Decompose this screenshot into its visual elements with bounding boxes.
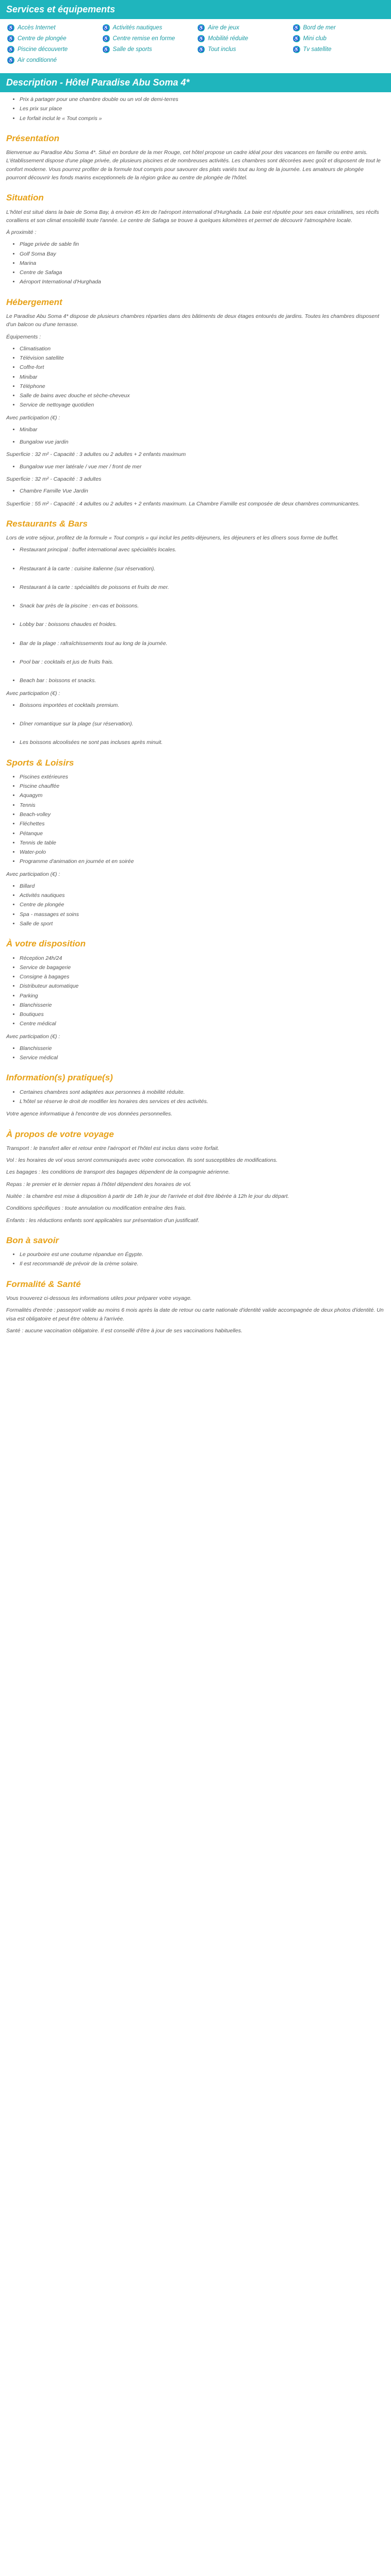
description-content <box>0 92 391 1349</box>
list-item: • Water-polo <box>20 848 385 856</box>
list-item: • Salle de bains avec douche et sèche-cheveux <box>20 392 385 400</box>
amenity-item <box>7 24 99 31</box>
amenity-label: Centre de plongée <box>18 36 67 42</box>
amenity-label: Air conditionné <box>18 57 57 63</box>
list-item: • Boutiques <box>20 1010 385 1019</box>
list-item: • Minibar <box>20 373 385 381</box>
list-item: • Activités nautiques <box>20 891 385 900</box>
wheelchair-icon: ♿ <box>293 35 300 42</box>
paragraph: Avec participation (€) : <box>6 414 60 421</box>
section-heading: Formalité & Santé <box>6 1279 81 1289</box>
list-item: • Plage privée de sable fin <box>20 240 385 248</box>
list-item: • Aquagym <box>20 791 385 800</box>
list-item: • Minibar <box>20 426 385 434</box>
amenity-label: Tv satellite <box>303 46 332 53</box>
bullet-list <box>6 345 385 410</box>
bullet-list <box>6 1088 385 1106</box>
amenity-label: Centre remise en forme <box>112 36 175 42</box>
section-heading: Sports & Loisirs <box>6 757 74 768</box>
list-item: • Parking <box>20 992 385 1000</box>
section-heading: À propos de votre voyage <box>6 1129 114 1139</box>
paragraph: Lors de votre séjour, profitez de la formule « Tout compris » qui inclut les petits-déjeuners, les déjeuners et les dîners sous forme de buffet. <box>6 535 339 541</box>
list-item: • Centre médical <box>20 1020 385 1028</box>
amenity-item <box>198 24 289 31</box>
wheelchair-icon: ♿ <box>7 46 14 53</box>
bullet-list <box>6 438 385 446</box>
paragraph: Votre agence informatique à l'encontre de vos données personnelles. <box>6 1111 173 1117</box>
list-item: • Télévision satellite <box>20 354 385 362</box>
paragraph: Superficie : 55 m² - Capacité : 4 adultes ou 2 adultes + 2 enfants maximum. La Chambre Famille est composée de deux chambres communicantes. <box>6 500 360 507</box>
paragraph: Repas : le premier et le dernier repas à l'hôtel dépendent des horaires de vol. <box>6 1181 192 1188</box>
list-item: • Programme d'animation en journée et en soirée <box>20 857 385 866</box>
list-item: • Service médical <box>20 1054 385 1062</box>
list-item: • L'hôtel se réserve le droit de modifier les horaires des services et des activités. <box>20 1097 385 1106</box>
list-item: • Aéroport International d'Hurghada <box>20 278 385 286</box>
wheelchair-icon: ♿ <box>103 24 110 31</box>
wheelchair-icon: ♿ <box>7 24 14 31</box>
list-item: • Snack bar près de la piscine : en-cas et boissons. <box>20 602 385 610</box>
list-item: • Golf Soma Bay <box>20 250 385 258</box>
list-item: • Bar de la plage : rafraîchissements tout au long de la journée. <box>20 639 385 648</box>
bullet-list <box>6 463 385 471</box>
list-item: • Salle de sport <box>20 920 385 928</box>
paragraph: Superficie : 32 m² - Capacité : 3 adultes <box>6 476 102 482</box>
list-item: • Les prix sur place <box>20 105 385 113</box>
list-item: • Coffre-fort <box>20 363 385 371</box>
paragraph: Le Paradise Abu Soma 4* dispose de plusieurs chambres réparties dans des bâtiments de deux étages entourés de jardins. Toutes les chambres disposent d'un balcon ou d'une terrasse. <box>6 313 379 328</box>
list-item: • Tennis <box>20 801 385 809</box>
list-item: • Service de bagagerie <box>20 963 385 972</box>
amenity-item <box>198 46 289 53</box>
paragraph: Avec participation (€) : <box>6 871 60 877</box>
bullet-list <box>6 954 385 1028</box>
list-item: • Restaurant à la carte : cuisine italienne (sur réservation). <box>20 565 385 573</box>
paragraph: Vous trouverez ci-dessous les informations utiles pour préparer votre voyage. <box>6 1295 192 1302</box>
amenity-item <box>7 46 99 53</box>
list-item: • Beach bar : boissons et snacks. <box>20 676 385 685</box>
wheelchair-icon: ♿ <box>293 46 300 53</box>
amenity-label: Bord de mer <box>303 25 336 31</box>
list-item: • Le forfait inclut le « Tout compris » <box>20 114 385 123</box>
paragraph: Bienvenue au Paradise Abu Soma 4*. Situé en bordure de la mer Rouge, cet hôtel propose un cadre idéal pour des vacances en famille ou entre amis. L'établissement dispose d'une plage privée, de plusieurs piscines et de nombreuses activités. Les chambres sont décorées avec goût et disposent de tout le confort moderne. Vous pourrez profiter de la formule tout compris pour savourer des plats variés tout au long de la journée. Les amateurs de plongée pourront découvrir les fonds marins exceptionnels de la région grâce au centre de plongée de l'hôtel. <box>6 149 381 181</box>
wheelchair-icon: ♿ <box>7 57 14 64</box>
amenity-label: Aire de jeux <box>208 25 239 31</box>
list-item: • Distributeur automatique <box>20 982 385 990</box>
paragraph: Santé : aucune vaccination obligatoire. Il est conseillé d'être à jour de ses vaccinations habituelles. <box>6 1327 242 1334</box>
bullet-list <box>6 95 385 123</box>
wheelchair-icon: ♿ <box>293 24 300 31</box>
paragraph: Nuitée : la chambre est mise à disposition à partir de 14h le jour de l'arrivée et doit être libérée à 12h le jour du départ. <box>6 1193 289 1199</box>
list-item: • Marina <box>20 259 385 267</box>
wheelchair-icon: ♿ <box>198 24 205 31</box>
description-title: Description - Hôtel Paradise Abu Soma 4* <box>0 73 391 92</box>
amenity-label: Activités nautiques <box>112 25 162 31</box>
list-item: • Service de nettoyage quotidien <box>20 401 385 409</box>
list-item: • Chambre Famille Vue Jardin <box>20 487 385 495</box>
paragraph: Avec participation (€) : <box>6 690 60 697</box>
paragraph: Avec participation (€) : <box>6 1033 60 1040</box>
amenity-label: Accès Internet <box>18 25 56 31</box>
paragraph: Transport : le transfert aller et retour entre l'aéroport et l'hôtel est inclus dans votre forfait. <box>6 1145 219 1151</box>
list-item: • Bungalow vue mer latérale / vue mer / front de mer <box>20 463 385 471</box>
amenity-item <box>293 46 384 53</box>
bullet-list <box>6 1044 385 1062</box>
paragraph: Enfants : les réductions enfants sont applicables sur présentation d'un justificatif. <box>6 1217 200 1224</box>
list-item: • Lobby bar : boissons chaudes et froides. <box>20 620 385 629</box>
list-item: • Dîner romantique sur la plage (sur réservation). <box>20 720 385 728</box>
section-heading: Bon à savoir <box>6 1235 59 1245</box>
bullet-list <box>6 426 385 434</box>
amenity-item <box>7 35 99 42</box>
paragraph: L'hôtel est situé dans la baie de Soma Bay, à environ 45 km de l'aéroport international d'Hurghada. La baie est réputée pour ses eaux cristallines, ses récifs coralliens et son climat ensoleillé toute l'année. Le centre de Safaga se trouve à quelques kilomètres et permet de découvrir l'atmosphère locale. <box>6 209 379 224</box>
bullet-list <box>6 1250 385 1268</box>
list-item: • Bungalow vue jardin <box>20 438 385 446</box>
amenity-item <box>293 24 384 31</box>
bullet-list <box>6 546 385 685</box>
bullet-list <box>6 487 385 495</box>
section-heading: Présentation <box>6 133 59 143</box>
amenity-label: Mobilité réduite <box>208 36 248 42</box>
list-item: • Consigne à bagages <box>20 973 385 981</box>
list-item: • Billard <box>20 882 385 890</box>
amenity-item <box>198 35 289 42</box>
list-item: • Téléphone <box>20 382 385 391</box>
paragraph: À proximité : <box>6 229 37 236</box>
bullet-list <box>6 240 385 286</box>
wheelchair-icon: ♿ <box>103 35 110 42</box>
amenity-label: Mini club <box>303 36 327 42</box>
paragraph: Superficie : 32 m² - Capacité : 3 adultes ou 2 adultes + 2 enfants maximum <box>6 451 186 458</box>
wheelchair-icon: ♿ <box>7 35 14 42</box>
amenity-label: Tout inclus <box>208 46 236 53</box>
list-item: • Le pourboire est une coutume répandue en Égypte. <box>20 1250 385 1259</box>
section-heading: Situation <box>6 193 44 203</box>
list-item: • Réception 24h/24 <box>20 954 385 962</box>
amenity-label: Salle de sports <box>112 46 152 53</box>
list-item: • Beach-volley <box>20 810 385 819</box>
list-item: • Les boissons alcoolisées ne sont pas incluses après minuit. <box>20 738 385 747</box>
section-heading: Restaurants & Bars <box>6 518 88 529</box>
wheelchair-icon: ♿ <box>198 46 205 53</box>
list-item: • Spa - massages et soins <box>20 910 385 919</box>
list-item: • Blanchisserie <box>20 1001 385 1009</box>
list-item: • Piscines extérieures <box>20 773 385 781</box>
list-item: • Restaurant principal : buffet international avec spécialités locales. <box>20 546 385 554</box>
list-item: • Fléchettes <box>20 820 385 828</box>
amenity-item <box>103 46 194 53</box>
amenity-item <box>293 35 384 42</box>
list-item: • Boissons importées et cocktails premium. <box>20 701 385 709</box>
paragraph: Équipements : <box>6 333 41 340</box>
section-heading: Hébergement <box>6 297 62 307</box>
list-item: • Pool bar : cocktails et jus de fruits frais. <box>20 658 385 666</box>
list-item: • Centre de Safaga <box>20 268 385 277</box>
section-heading: À votre disposition <box>6 939 86 949</box>
list-item: • Climatisation <box>20 345 385 353</box>
amenity-item <box>103 24 194 31</box>
bullet-list <box>6 882 385 928</box>
amenities-grid <box>0 19 391 68</box>
paragraph: Conditions spécifiques : toute annulation ou modification entraîne des frais. <box>6 1205 187 1212</box>
list-item: • Centre de plongée <box>20 901 385 909</box>
amenities-section <box>0 0 391 68</box>
list-item: • Restaurant à la carte : spécialités de poissons et fruits de mer. <box>20 583 385 591</box>
amenity-item <box>103 35 194 42</box>
bullet-list <box>6 701 385 747</box>
wheelchair-icon: ♿ <box>198 35 205 42</box>
wheelchair-icon: ♿ <box>103 46 110 53</box>
list-item: • Piscine chauffée <box>20 782 385 790</box>
amenity-item <box>7 57 99 64</box>
list-item: • Certaines chambres sont adaptées aux personnes à mobilité réduite. <box>20 1088 385 1096</box>
paragraph: Les bagages : les conditions de transport des bagages dépendent de la compagnie aérienne. <box>6 1169 230 1176</box>
section-heading: Information(s) pratique(s) <box>6 1073 113 1083</box>
list-item: • Tennis de table <box>20 839 385 847</box>
amenities-title: Services et équipements <box>0 0 391 19</box>
paragraph: Formalités d'entrée : passeport valide au moins 6 mois après la date de retour ou carte nationale d'identité valide accompagnée de deux photos d'identité. Un visa est obligatoire et peut être obtenu à l'arrivée. <box>6 1307 384 1322</box>
list-item: • Prix à partager pour une chambre double ou un vol de demi-terres <box>20 95 385 104</box>
list-item: • Il est recommandé de prévoir de la crème solaire. <box>20 1260 385 1268</box>
bullet-list <box>6 773 385 866</box>
list-item: • Blanchisserie <box>20 1044 385 1053</box>
list-item: • Pétanque <box>20 829 385 838</box>
paragraph: Vol : les horaires de vol vous seront communiqués avec votre convocation. Ils sont susceptibles de modifications. <box>6 1157 278 1164</box>
amenity-label: Piscine découverte <box>18 46 68 53</box>
